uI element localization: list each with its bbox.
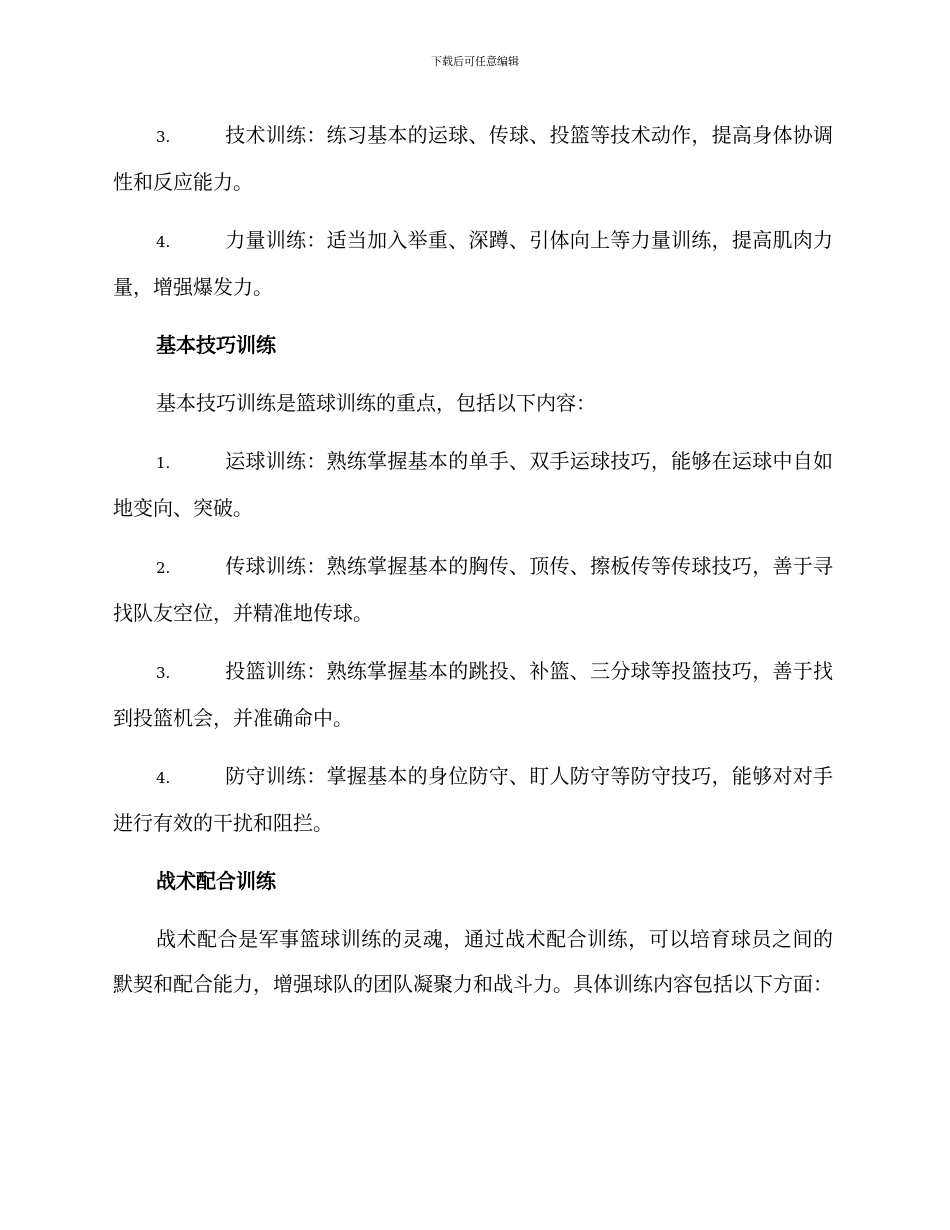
list-item-passing xyxy=(113,544,833,636)
list-number: 1. xyxy=(156,454,171,472)
list-text: 防守训练：掌握基本的身位防守、盯人防守等防守技巧，能够对对手进行有效的干扰和阻拦。 xyxy=(113,764,833,835)
list-number: 2. xyxy=(156,559,171,577)
list-text: 运球训练：熟练掌握基本的单手、双手运球技巧，能够在运球中自如地变向、突破。 xyxy=(113,449,833,520)
section-heading-tactics: 战术配合训练 xyxy=(156,869,276,893)
list-item-defense xyxy=(113,754,833,846)
list-number: 4. xyxy=(156,769,171,787)
list-item-strength xyxy=(113,218,833,310)
paragraph-tactics-intro: 战术配合是军事篮球训练的灵魂，通过战术配合训练，可以培育球员之间的默契和配合能力，增强球队的团队凝聚力和战斗力。具体训练内容包括以下方面： xyxy=(113,927,833,996)
paragraph-basic-skills-intro: 基本技巧训练是篮球训练的重点，包括以下内容： xyxy=(156,391,596,415)
list-text: 投篮训练：熟练掌握基本的跳投、补篮、三分球等投篮技巧，善于找到投篮机会，并准确命中。 xyxy=(113,659,833,730)
list-number: 4. xyxy=(156,233,171,251)
list-number: 3. xyxy=(156,128,171,146)
document-body xyxy=(113,113,833,1020)
list-item-shooting xyxy=(113,649,833,741)
list-item-dribbling xyxy=(113,439,833,531)
list-text: 传球训练：熟练掌握基本的胸传、顶传、擦板传等传球技巧，善于寻找队友空位，并精准地传球。 xyxy=(113,554,833,625)
list-number: 3. xyxy=(156,664,171,682)
list-text: 力量训练：适当加入举重、深蹲、引体向上等力量训练，提高肌肉力量，增强爆发力。 xyxy=(113,228,833,299)
list-text: 技术训练：练习基本的运球、传球、投篮等技术动作，提高身体协调性和反应能力。 xyxy=(113,123,833,194)
section-heading-basic-skills: 基本技巧训练 xyxy=(156,333,276,357)
list-item-technique xyxy=(113,113,833,205)
page-header: 下载后可任意编辑 xyxy=(431,55,519,68)
